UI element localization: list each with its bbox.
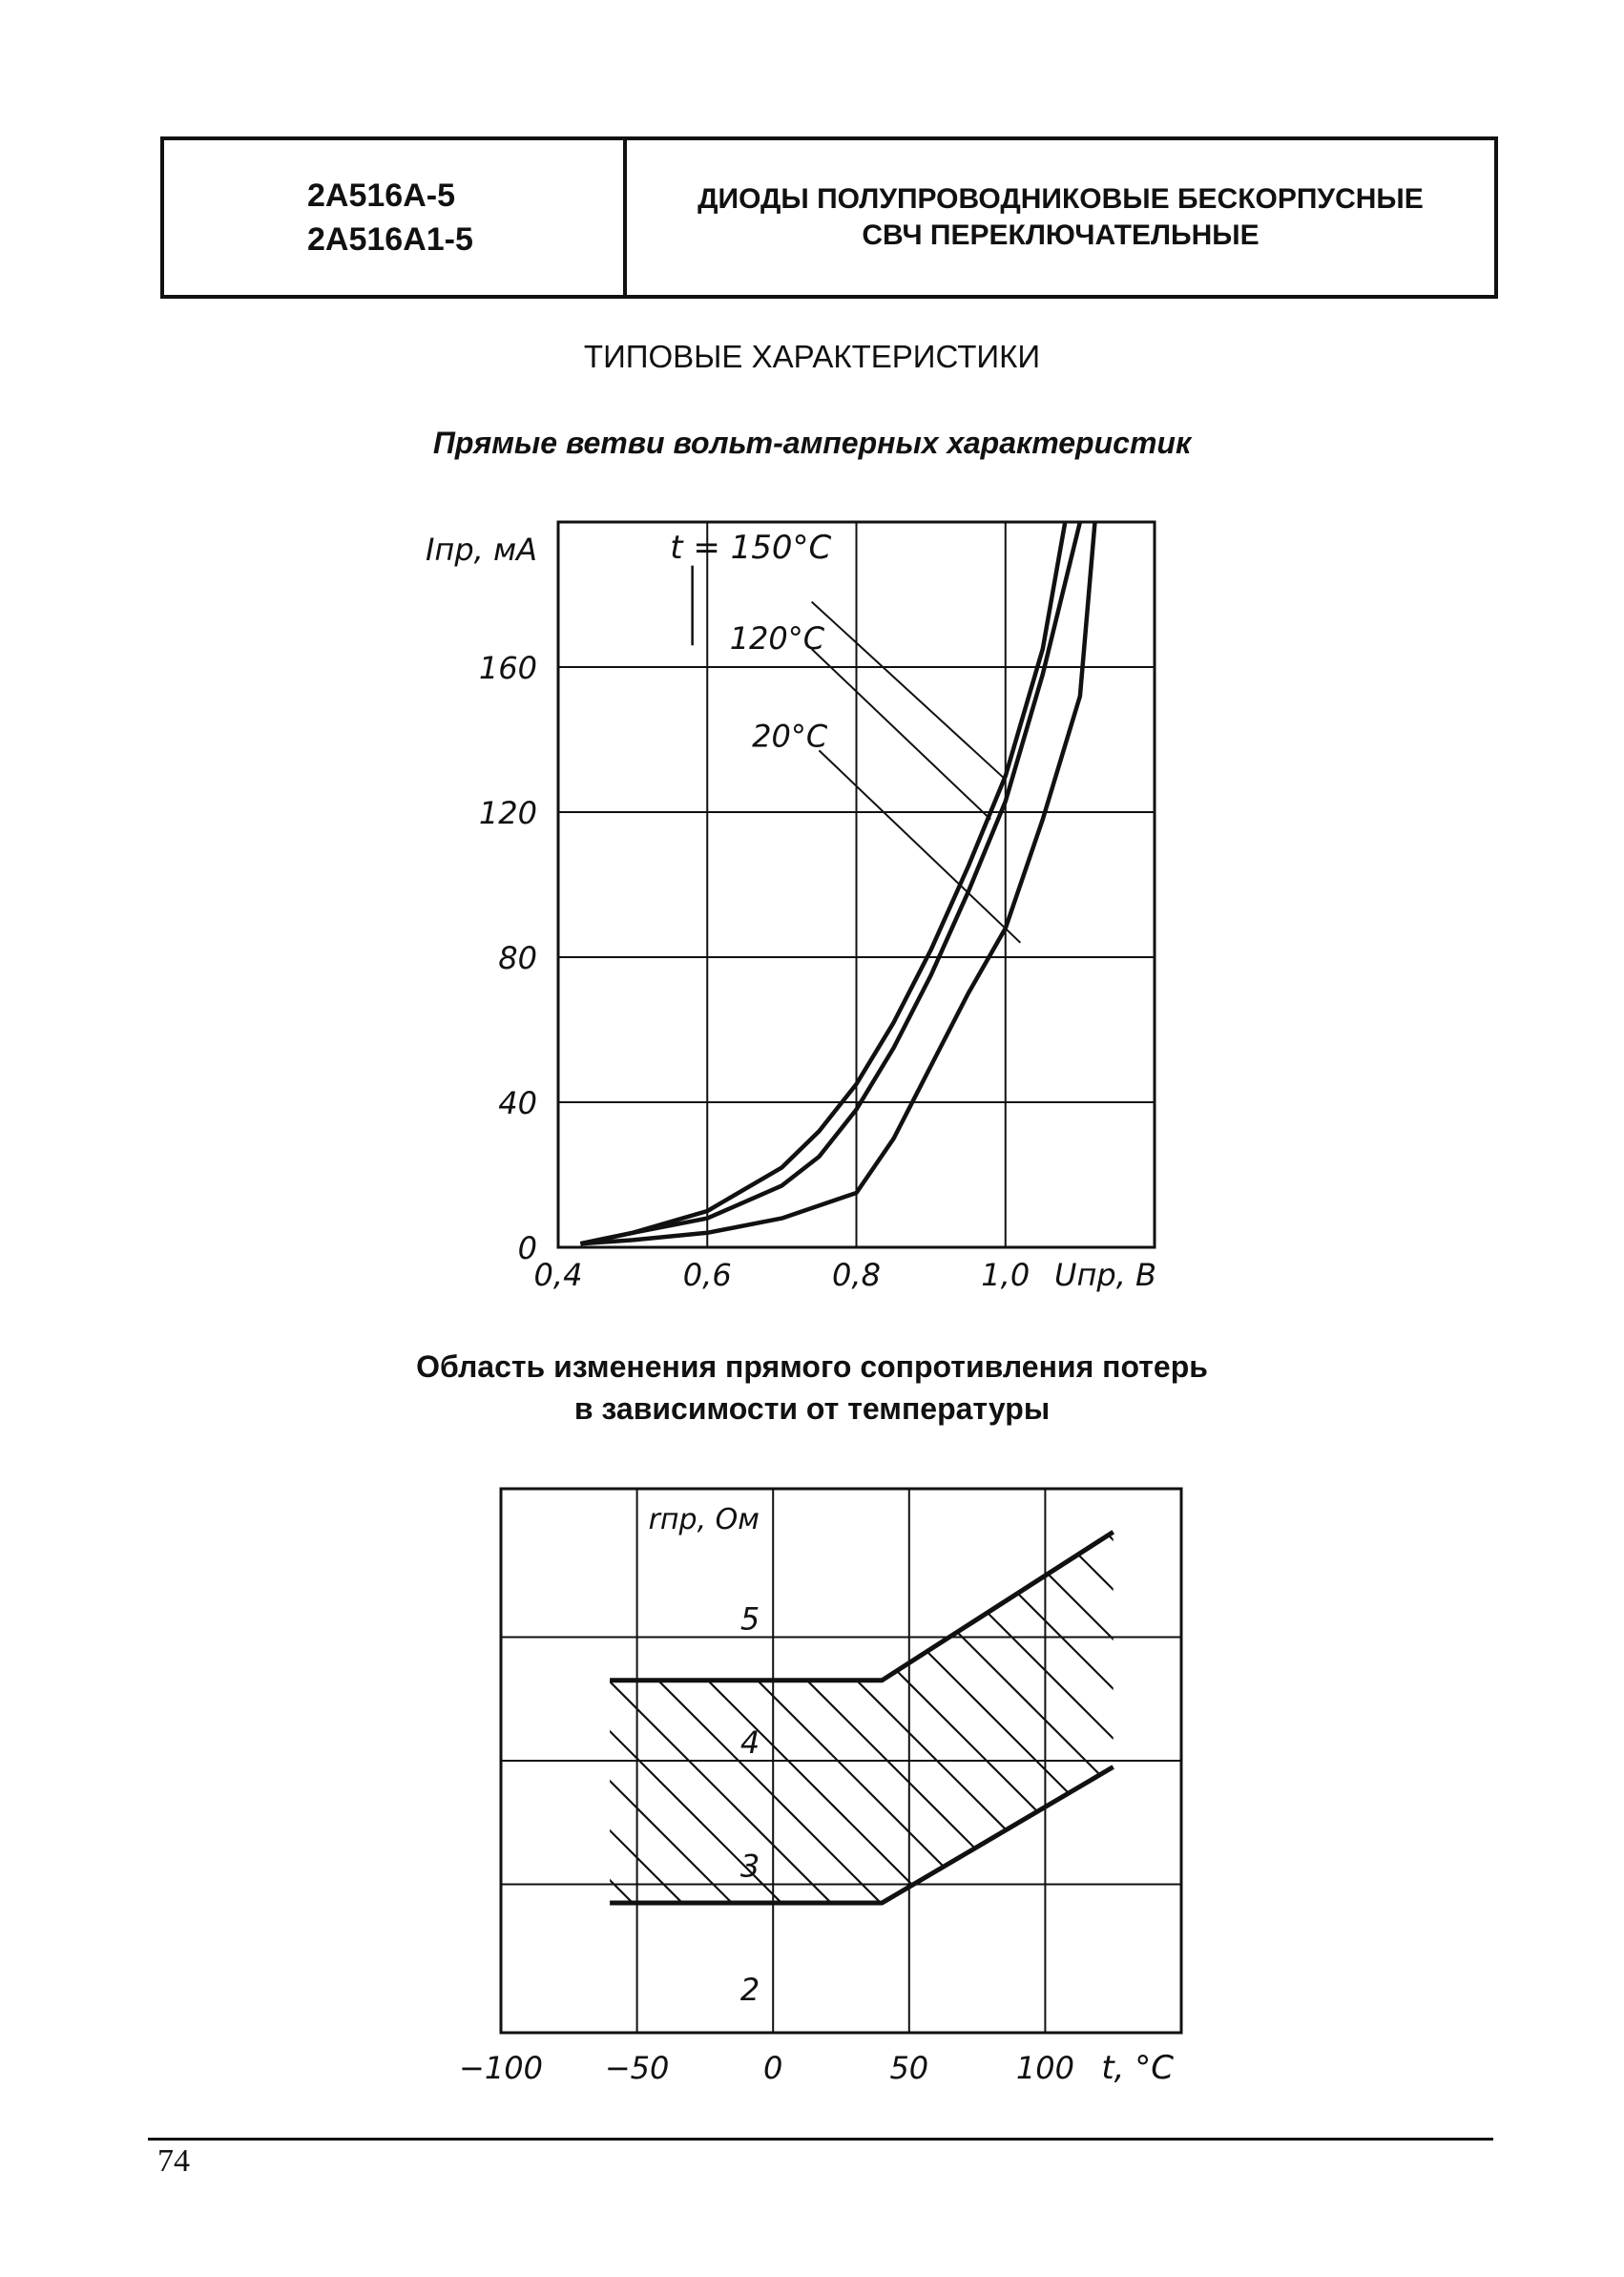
chart-2 (0, 1451, 1624, 2157)
x-tick-label: 100 (1015, 2050, 1074, 2086)
chart-2-title-line: в зависимости от температуры (573, 1391, 1051, 1426)
series-leader-line (819, 750, 1020, 942)
part-number: 2А516А-5 (307, 178, 455, 214)
hatch-group (119, 1489, 1624, 2157)
series-label: 120°C (729, 620, 825, 657)
hatch-line (1161, 1489, 1624, 2157)
y-tick-label: 40 (498, 1085, 537, 1121)
x-axis-label: t, °C (1101, 2049, 1174, 2087)
part-number-cell (164, 140, 627, 295)
document-title: ДИОДЫ ПОЛУПРОВОДНИКОВЫЕ БЕСКОРПУСНЫЕ (697, 183, 1424, 215)
series-label: t = 150°C (670, 529, 832, 567)
x-axis-label: Uпр, В (1054, 1257, 1156, 1293)
part-number: 2А516А1-5 (307, 221, 473, 258)
x-tick-label: −100 (459, 2050, 543, 2086)
hatch-line (764, 1489, 1432, 2157)
y-axis-label: rпр, Ом (648, 1503, 760, 1536)
hatch-line (1211, 1489, 1624, 2157)
hatch-line (1112, 1489, 1624, 2157)
x-tick-label: 1,0 (981, 1257, 1031, 1293)
series-leader-line (812, 602, 1006, 780)
document-title-cell (627, 140, 1494, 295)
x-tick-label: 0,4 (533, 1257, 583, 1293)
x-tick-label: −50 (604, 2050, 670, 2086)
hatch-line (1260, 1489, 1624, 2157)
hatch-line (1310, 1489, 1624, 2157)
series-label: 20°C (752, 718, 828, 755)
chart-1 (0, 496, 1624, 1336)
chart-2-title-line: Область изменения прямого сопротивления потерь (416, 1349, 1208, 1384)
upper-bound-line (610, 1532, 1114, 1681)
y-tick-label: 4 (739, 1724, 760, 1761)
hatch-line (913, 1489, 1581, 2157)
series-leader-line (812, 649, 991, 820)
chart-2-title (0, 1346, 1624, 1430)
section-heading: ТИПОВЫЕ ХАРАКТЕРИСТИКИ (583, 339, 1041, 374)
y-tick-label: 5 (739, 1600, 760, 1638)
page-number: 74 (157, 2143, 190, 2179)
y-tick-label: 160 (478, 650, 537, 686)
x-tick-label: 0 (763, 2050, 783, 2086)
document-title: СВЧ ПЕРЕКЛЮЧАТЕЛЬНЫЕ (862, 219, 1260, 251)
chart-1-title: Прямые ветви вольт-амперных характеристик (432, 426, 1192, 460)
hatch-line (864, 1489, 1531, 2157)
x-tick-label: 50 (889, 2050, 929, 2086)
y-tick-label: 2 (739, 1972, 760, 2009)
hatch-line (119, 1489, 787, 2157)
x-tick-label: 0,8 (832, 1257, 881, 1293)
header-box (160, 136, 1498, 299)
footer-rule (148, 2138, 1493, 2141)
y-tick-label: 3 (739, 1848, 760, 1885)
y-axis-label: Iпр, мА (425, 532, 537, 568)
x-tick-label: 0,6 (682, 1257, 732, 1293)
y-tick-label: 120 (478, 795, 537, 831)
hatch-line (615, 1489, 1283, 2157)
hatch-line (219, 1489, 886, 2157)
y-tick-label: 80 (498, 940, 537, 976)
y-tick-label: 0 (517, 1230, 537, 1266)
hatch-line (268, 1489, 936, 2157)
